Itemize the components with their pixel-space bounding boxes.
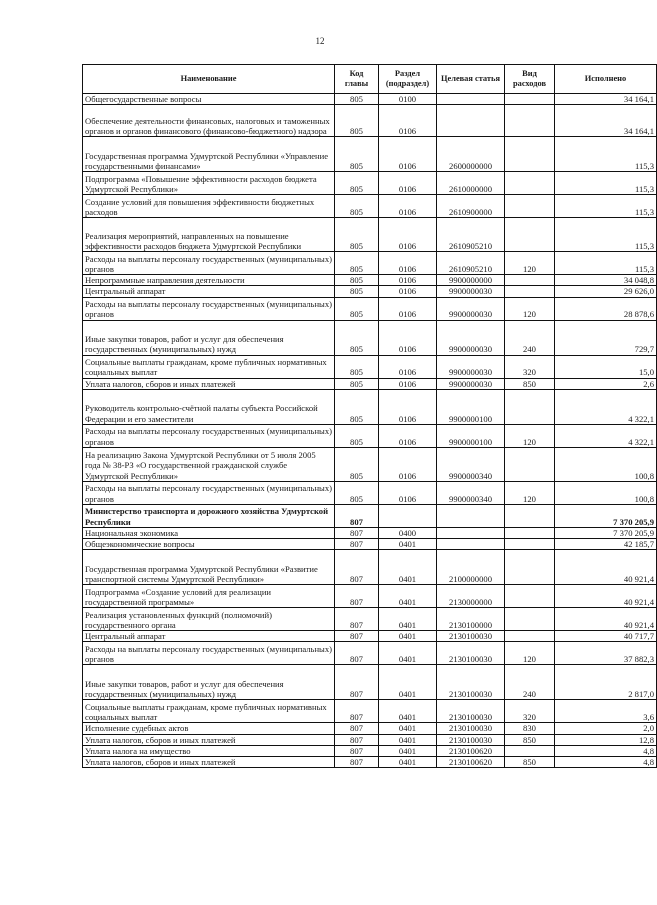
- row-name-cell: Государственная программа Удмуртской Республики «Развитие транспортной системы Удмуртской Республики»: [83, 550, 335, 585]
- row-target-cell: 9900000340: [437, 447, 505, 481]
- row-target-cell: 2610905210: [437, 218, 505, 252]
- table-row: [83, 378, 657, 389]
- header-chapter: Код главы: [335, 65, 379, 94]
- row-type-cell: [505, 275, 555, 286]
- row-name-cell: Национальная экономика: [83, 527, 335, 538]
- table-row: [83, 195, 657, 218]
- row-executed-cell: 100,8: [555, 481, 657, 504]
- row-target-cell: [437, 94, 505, 105]
- row-section-cell: 0106: [379, 389, 437, 424]
- row-section-cell: 0401: [379, 665, 437, 700]
- row-type-cell: [505, 218, 555, 252]
- row-target-cell: 2130100030: [437, 642, 505, 665]
- row-section-cell: 0106: [379, 252, 437, 275]
- row-section-cell: 0401: [379, 642, 437, 665]
- table-row: [83, 504, 657, 527]
- row-target-cell: 9900000030: [437, 378, 505, 389]
- row-chapter-cell: 805: [335, 389, 379, 424]
- row-chapter-cell: 805: [335, 195, 379, 218]
- row-type-cell: 320: [505, 355, 555, 378]
- row-executed-cell: 100,8: [555, 447, 657, 481]
- row-executed-cell: 115,3: [555, 252, 657, 275]
- row-executed-cell: 2,6: [555, 378, 657, 389]
- row-chapter-cell: 807: [335, 700, 379, 723]
- row-chapter-cell: 805: [335, 105, 379, 137]
- row-target-cell: 2600000000: [437, 137, 505, 172]
- table-row: [83, 105, 657, 137]
- row-type-cell: [505, 389, 555, 424]
- row-type-cell: 120: [505, 252, 555, 275]
- row-chapter-cell: 805: [335, 218, 379, 252]
- row-section-cell: 0106: [379, 447, 437, 481]
- row-section-cell: 0106: [379, 286, 437, 297]
- row-type-cell: [505, 539, 555, 550]
- row-chapter-cell: 805: [335, 424, 379, 447]
- row-executed-cell: 40 921,4: [555, 608, 657, 631]
- table-row: [83, 539, 657, 550]
- row-target-cell: 2610905210: [437, 252, 505, 275]
- row-name-cell: Уплата налога на имущество: [83, 745, 335, 756]
- row-chapter-cell: 805: [335, 286, 379, 297]
- row-section-cell: 0401: [379, 734, 437, 745]
- table-row: [83, 734, 657, 745]
- table-row: [83, 286, 657, 297]
- row-name-cell: Государственная программа Удмуртской Республики «Управление государственными финансами»: [83, 137, 335, 172]
- table-row: [83, 527, 657, 538]
- row-name-cell: Уплата налогов, сборов и иных платежей: [83, 757, 335, 768]
- row-chapter-cell: 805: [335, 172, 379, 195]
- header-section: Раздел (подраздел): [379, 65, 437, 94]
- row-target-cell: [437, 105, 505, 137]
- row-executed-cell: 3,6: [555, 700, 657, 723]
- header-target: Целевая статья: [437, 65, 505, 94]
- row-target-cell: 9900000030: [437, 355, 505, 378]
- row-section-cell: 0106: [379, 275, 437, 286]
- row-chapter-cell: 807: [335, 757, 379, 768]
- row-section-cell: 0401: [379, 723, 437, 734]
- row-executed-cell: 7 370 205,9: [555, 504, 657, 527]
- row-chapter-cell: 805: [335, 447, 379, 481]
- row-section-cell: 0400: [379, 527, 437, 538]
- table-row: [83, 700, 657, 723]
- row-name-cell: Реализация установленных функций (полномочий) государственного органа: [83, 608, 335, 631]
- row-chapter-cell: 807: [335, 527, 379, 538]
- table-row: [83, 585, 657, 608]
- row-section-cell: 0106: [379, 105, 437, 137]
- row-target-cell: 2130100000: [437, 608, 505, 631]
- row-section-cell: 0106: [379, 378, 437, 389]
- row-type-cell: [505, 286, 555, 297]
- row-executed-cell: 115,3: [555, 218, 657, 252]
- row-name-cell: Общегосударственные вопросы: [83, 94, 335, 105]
- row-executed-cell: 12,8: [555, 734, 657, 745]
- row-section-cell: [379, 504, 437, 527]
- row-name-cell: Расходы на выплаты персоналу государственных (муниципальных) органов: [83, 481, 335, 504]
- row-executed-cell: 4 322,1: [555, 389, 657, 424]
- table-row: [83, 550, 657, 585]
- table-row: [83, 320, 657, 355]
- row-target-cell: 2610000000: [437, 172, 505, 195]
- row-executed-cell: 115,3: [555, 137, 657, 172]
- row-executed-cell: 2,0: [555, 723, 657, 734]
- row-section-cell: 0106: [379, 218, 437, 252]
- table-row: [83, 275, 657, 286]
- table-row: [83, 218, 657, 252]
- row-target-cell: 2100000000: [437, 550, 505, 585]
- row-section-cell: 0106: [379, 424, 437, 447]
- row-type-cell: 120: [505, 424, 555, 447]
- row-chapter-cell: 807: [335, 585, 379, 608]
- row-target-cell: 9900000000: [437, 275, 505, 286]
- row-chapter-cell: 805: [335, 355, 379, 378]
- table-row: [83, 252, 657, 275]
- row-name-cell: Общеэкономические вопросы: [83, 539, 335, 550]
- row-type-cell: [505, 105, 555, 137]
- row-target-cell: 2130100030: [437, 723, 505, 734]
- row-type-cell: [505, 447, 555, 481]
- row-section-cell: 0106: [379, 320, 437, 355]
- table-header-row: [83, 65, 657, 94]
- row-target-cell: 2130100030: [437, 734, 505, 745]
- row-chapter-cell: 807: [335, 745, 379, 756]
- row-section-cell: 0401: [379, 745, 437, 756]
- row-chapter-cell: 805: [335, 252, 379, 275]
- row-name-cell: Социальные выплаты гражданам, кроме публичных нормативных социальных выплат: [83, 700, 335, 723]
- row-target-cell: [437, 527, 505, 538]
- row-section-cell: 0401: [379, 631, 437, 642]
- row-type-cell: [505, 608, 555, 631]
- row-chapter-cell: 807: [335, 631, 379, 642]
- row-executed-cell: 40 717,7: [555, 631, 657, 642]
- row-executed-cell: 34 164,1: [555, 94, 657, 105]
- table-row: [83, 665, 657, 700]
- table-row: [83, 424, 657, 447]
- row-type-cell: 830: [505, 723, 555, 734]
- row-executed-cell: 42 185,7: [555, 539, 657, 550]
- row-name-cell: Социальные выплаты гражданам, кроме публичных нормативных социальных выплат: [83, 355, 335, 378]
- row-target-cell: 9900000100: [437, 424, 505, 447]
- row-target-cell: 9900000340: [437, 481, 505, 504]
- row-chapter-cell: 807: [335, 665, 379, 700]
- row-type-cell: 120: [505, 481, 555, 504]
- row-executed-cell: 37 882,3: [555, 642, 657, 665]
- row-section-cell: 0106: [379, 137, 437, 172]
- row-executed-cell: 7 370 205,9: [555, 527, 657, 538]
- row-chapter-cell: 805: [335, 137, 379, 172]
- row-name-cell: Уплата налогов, сборов и иных платежей: [83, 378, 335, 389]
- row-chapter-cell: 807: [335, 550, 379, 585]
- row-type-cell: [505, 94, 555, 105]
- header-type: Вид расходов: [505, 65, 555, 94]
- row-name-cell: Непрограммные направления деятельности: [83, 275, 335, 286]
- row-executed-cell: 28 878,6: [555, 297, 657, 320]
- table-row: [83, 355, 657, 378]
- row-type-cell: [505, 172, 555, 195]
- table-row: [83, 481, 657, 504]
- row-executed-cell: 4,8: [555, 745, 657, 756]
- table-body: [83, 94, 657, 768]
- row-target-cell: [437, 539, 505, 550]
- row-chapter-cell: 805: [335, 320, 379, 355]
- table-row: [83, 642, 657, 665]
- row-section-cell: 0106: [379, 481, 437, 504]
- row-type-cell: [505, 631, 555, 642]
- row-target-cell: 2130100620: [437, 757, 505, 768]
- row-section-cell: 0401: [379, 539, 437, 550]
- row-type-cell: 240: [505, 665, 555, 700]
- row-section-cell: 0401: [379, 757, 437, 768]
- table-row: [83, 137, 657, 172]
- row-executed-cell: 2 817,0: [555, 665, 657, 700]
- row-executed-cell: 40 921,4: [555, 550, 657, 585]
- budget-table: [82, 64, 657, 768]
- table-row: [83, 172, 657, 195]
- row-name-cell: Расходы на выплаты персоналу государственных (муниципальных) органов: [83, 642, 335, 665]
- row-name-cell: Исполнение судебных актов: [83, 723, 335, 734]
- row-type-cell: [505, 550, 555, 585]
- row-target-cell: 2130100030: [437, 631, 505, 642]
- row-type-cell: [505, 745, 555, 756]
- row-target-cell: 2130100030: [437, 665, 505, 700]
- row-chapter-cell: 807: [335, 642, 379, 665]
- row-executed-cell: 4 322,1: [555, 424, 657, 447]
- row-chapter-cell: 807: [335, 734, 379, 745]
- row-target-cell: 9900000030: [437, 286, 505, 297]
- row-chapter-cell: 805: [335, 481, 379, 504]
- row-target-cell: 9900000100: [437, 389, 505, 424]
- row-section-cell: 0106: [379, 195, 437, 218]
- page-number: 12: [315, 36, 325, 46]
- row-chapter-cell: 805: [335, 94, 379, 105]
- row-name-cell: Расходы на выплаты персоналу государственных (муниципальных) органов: [83, 297, 335, 320]
- row-type-cell: 850: [505, 734, 555, 745]
- row-section-cell: 0106: [379, 297, 437, 320]
- row-chapter-cell: 807: [335, 608, 379, 631]
- row-name-cell: Центральный аппарат: [83, 286, 335, 297]
- row-executed-cell: 34 048,8: [555, 275, 657, 286]
- row-type-cell: 240: [505, 320, 555, 355]
- row-type-cell: 320: [505, 700, 555, 723]
- row-type-cell: [505, 137, 555, 172]
- row-chapter-cell: 805: [335, 275, 379, 286]
- row-section-cell: 0100: [379, 94, 437, 105]
- row-section-cell: 0401: [379, 700, 437, 723]
- row-type-cell: 850: [505, 378, 555, 389]
- row-executed-cell: 34 164,1: [555, 105, 657, 137]
- table-row: [83, 745, 657, 756]
- row-section-cell: 0401: [379, 550, 437, 585]
- row-executed-cell: 115,3: [555, 172, 657, 195]
- row-chapter-cell: 805: [335, 378, 379, 389]
- row-name-cell: Создание условий для повышения эффективности бюджетных расходов: [83, 195, 335, 218]
- row-name-cell: Подпрограмма «Повышение эффективности расходов бюджета Удмуртской Республики»: [83, 172, 335, 195]
- row-type-cell: [505, 527, 555, 538]
- table-row: [83, 608, 657, 631]
- row-section-cell: 0106: [379, 355, 437, 378]
- row-name-cell: Иные закупки товаров, работ и услуг для обеспечения государственных (муниципальных) нужд: [83, 320, 335, 355]
- row-executed-cell: 4,8: [555, 757, 657, 768]
- table-row: [83, 447, 657, 481]
- table-row: [83, 631, 657, 642]
- row-type-cell: [505, 585, 555, 608]
- row-executed-cell: 29 626,0: [555, 286, 657, 297]
- row-target-cell: 2130100030: [437, 700, 505, 723]
- row-executed-cell: 15,0: [555, 355, 657, 378]
- row-name-cell: Руководитель контрольно-счётной палаты субъекта Российской Федерации и его заместители: [83, 389, 335, 424]
- row-executed-cell: 729,7: [555, 320, 657, 355]
- row-target-cell: 9900000030: [437, 320, 505, 355]
- table-row: [83, 94, 657, 105]
- row-type-cell: [505, 195, 555, 218]
- row-executed-cell: 115,3: [555, 195, 657, 218]
- row-section-cell: 0106: [379, 172, 437, 195]
- row-chapter-cell: 805: [335, 297, 379, 320]
- row-name-cell: Подпрограмма «Создание условий для реализации государственной программы»: [83, 585, 335, 608]
- row-target-cell: 2130100620: [437, 745, 505, 756]
- row-type-cell: 120: [505, 642, 555, 665]
- row-type-cell: [505, 504, 555, 527]
- row-target-cell: 9900000030: [437, 297, 505, 320]
- row-target-cell: 2610900000: [437, 195, 505, 218]
- header-executed: Исполнено: [555, 65, 657, 94]
- row-target-cell: [437, 504, 505, 527]
- row-chapter-cell: 807: [335, 539, 379, 550]
- row-section-cell: 0401: [379, 585, 437, 608]
- row-name-cell: Реализация мероприятий, направленных на повышение эффективности расходов бюджета Удмуртской Республики: [83, 218, 335, 252]
- row-name-cell: На реализацию Закона Удмуртской Республики от 5 июля 2005 года № 38-РЗ «О государственной гражданской службе Удмуртской Республики»: [83, 447, 335, 481]
- table-row: [83, 723, 657, 734]
- row-name-cell: Министерство транспорта и дорожного хозяйства Удмуртской Республики: [83, 504, 335, 527]
- table-row: [83, 297, 657, 320]
- row-name-cell: Расходы на выплаты персоналу государственных (муниципальных) органов: [83, 252, 335, 275]
- row-chapter-cell: 807: [335, 723, 379, 734]
- row-name-cell: Обеспечение деятельности финансовых, налоговых и таможенных органов и органов финансового (финансово-бюджетного) надзора: [83, 105, 335, 137]
- row-type-cell: 850: [505, 757, 555, 768]
- header-name: Наименование: [83, 65, 335, 94]
- row-name-cell: Уплата налогов, сборов и иных платежей: [83, 734, 335, 745]
- row-name-cell: Расходы на выплаты персоналу государственных (муниципальных) органов: [83, 424, 335, 447]
- row-executed-cell: 40 921,4: [555, 585, 657, 608]
- table-row: [83, 757, 657, 768]
- table-row: [83, 389, 657, 424]
- row-name-cell: Иные закупки товаров, работ и услуг для обеспечения государственных (муниципальных) нужд: [83, 665, 335, 700]
- row-target-cell: 2130000000: [437, 585, 505, 608]
- row-chapter-cell: 807: [335, 504, 379, 527]
- row-type-cell: 120: [505, 297, 555, 320]
- row-name-cell: Центральный аппарат: [83, 631, 335, 642]
- row-section-cell: 0401: [379, 608, 437, 631]
